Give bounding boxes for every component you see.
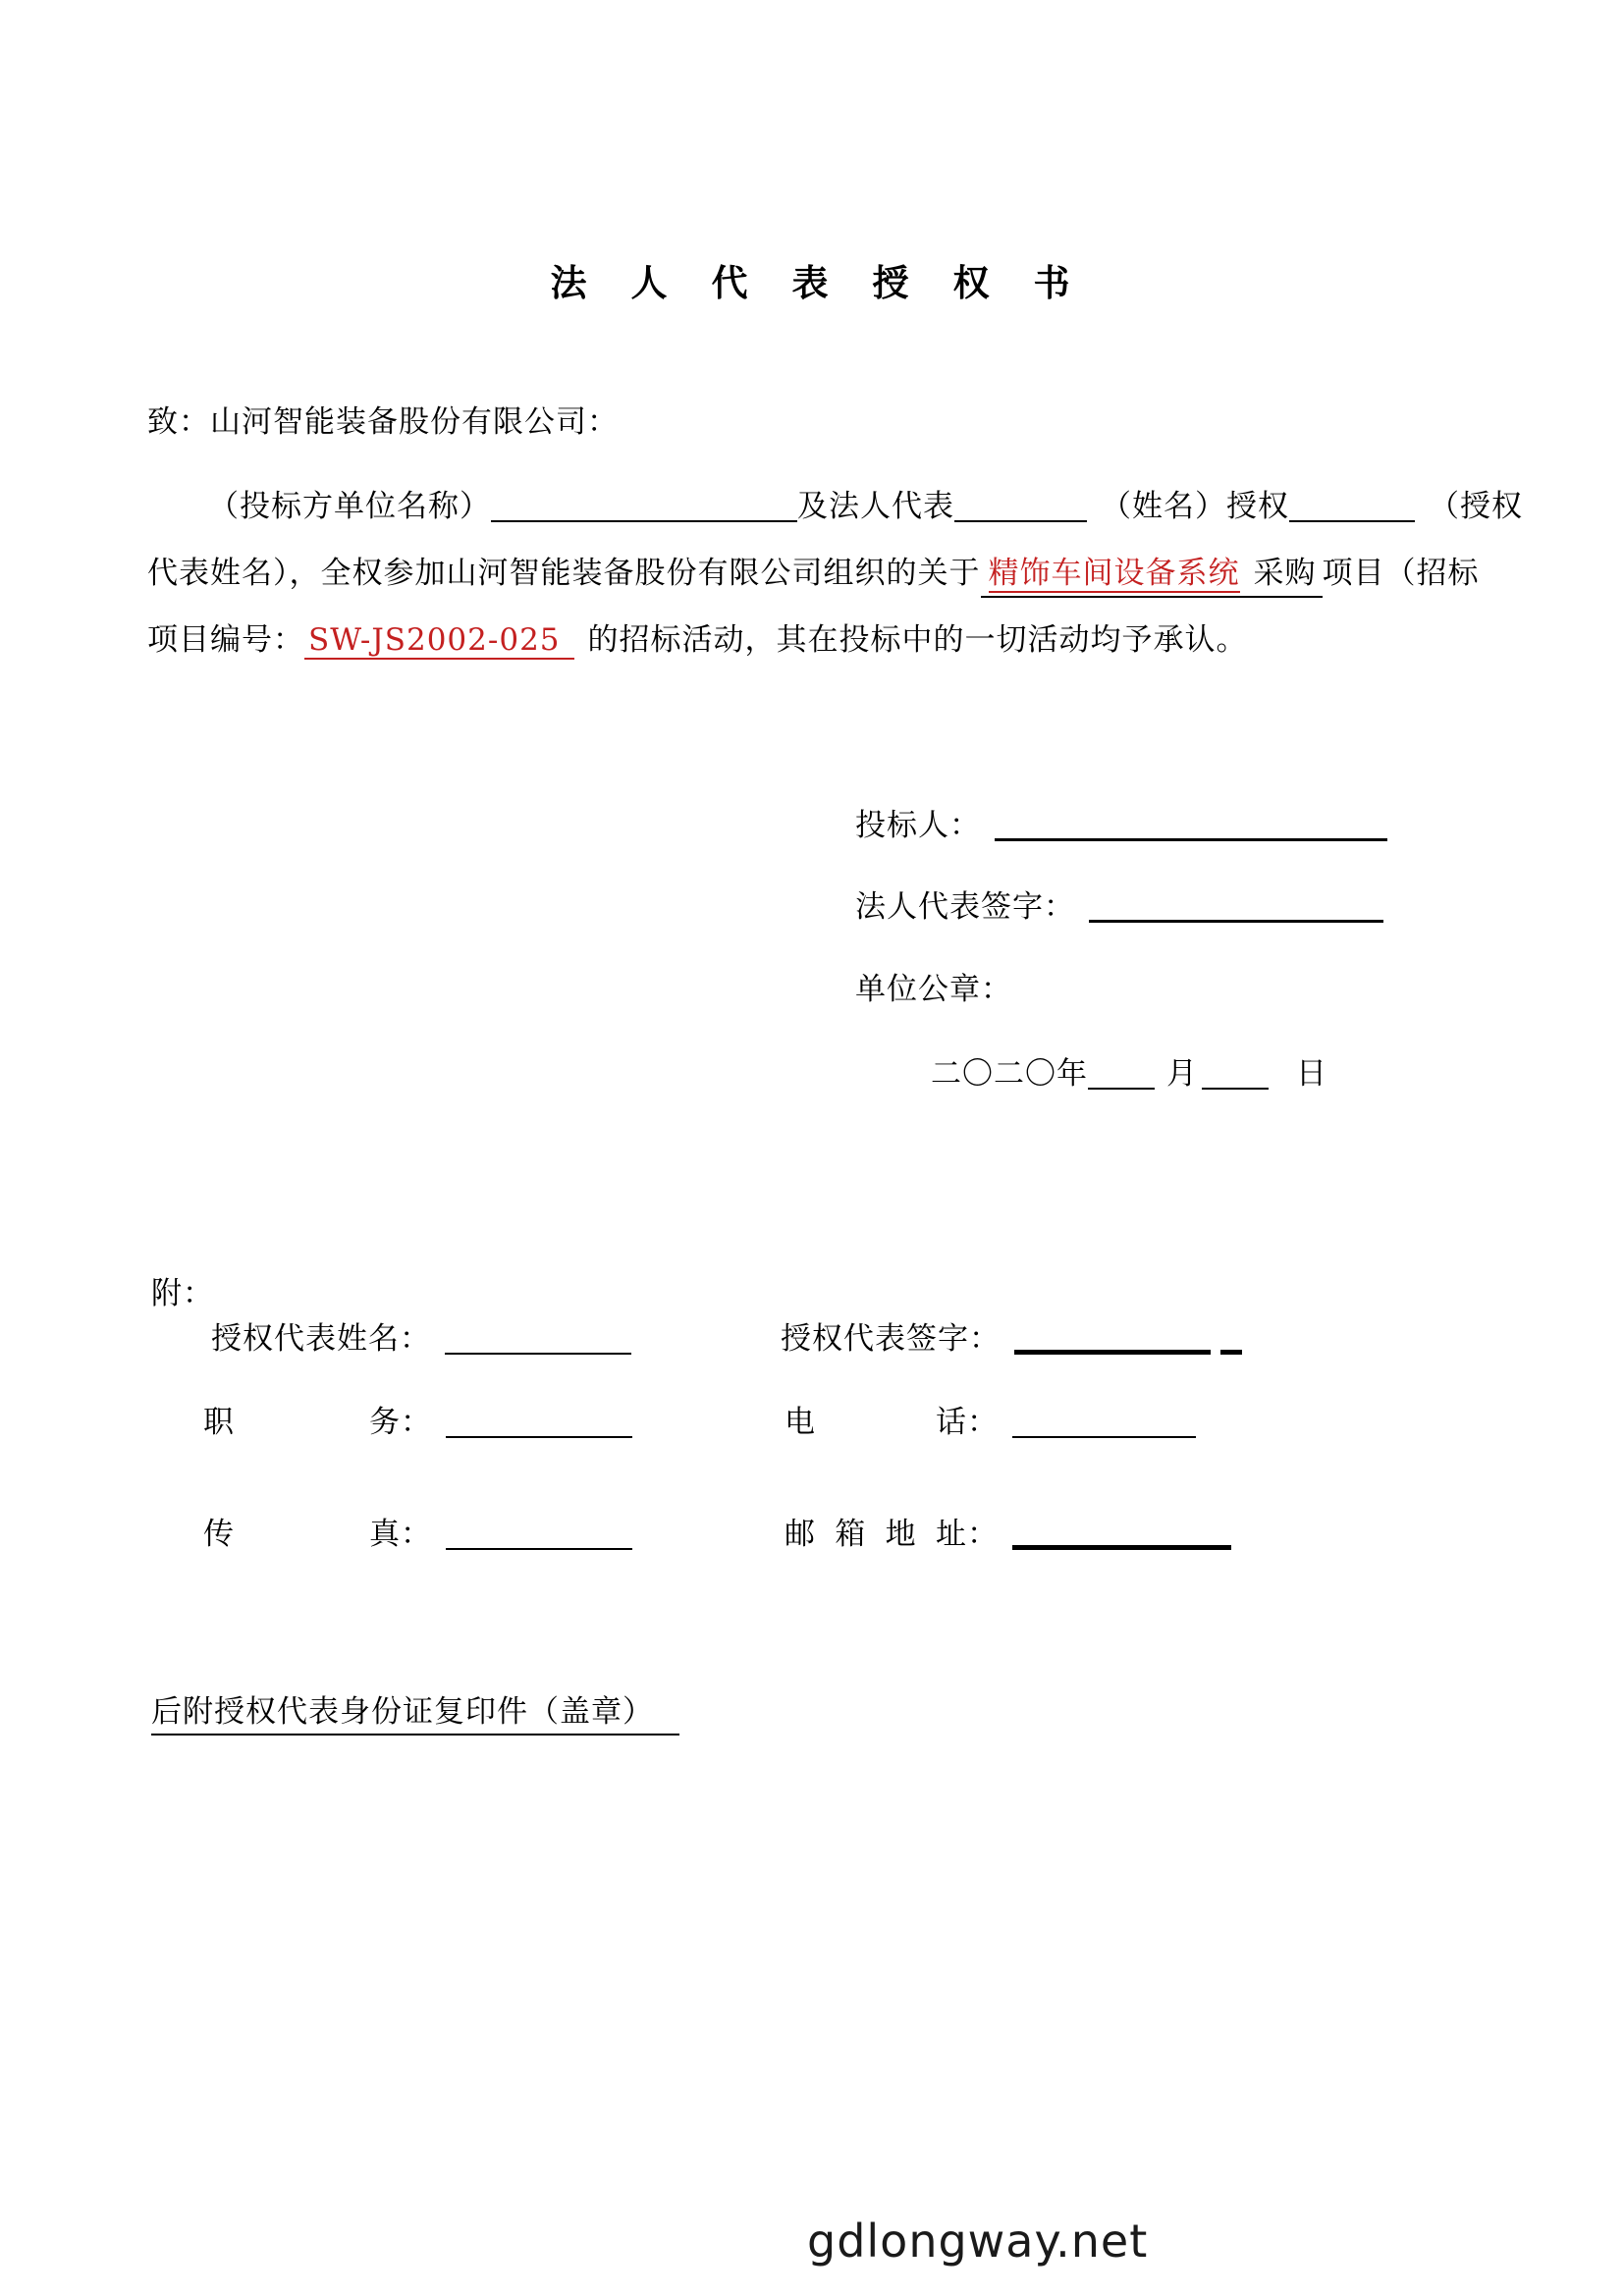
project-paren-text: 项目（招标 xyxy=(1322,556,1480,591)
bidder-unit-name-label: （投标方单位名称） xyxy=(208,489,491,524)
procurement-text: 采购 xyxy=(1253,556,1317,591)
phone-row xyxy=(785,1397,1196,1441)
email-row xyxy=(785,1509,1231,1553)
date-year-text: 二〇二〇年 xyxy=(931,1056,1088,1092)
date-line xyxy=(931,1048,1327,1093)
date-day-blank xyxy=(1202,1057,1269,1090)
bidder-blank xyxy=(995,808,1387,841)
document-title: 法 人 代 表 授 权 书 xyxy=(550,261,1074,304)
legal-rep-name-blank xyxy=(954,490,1087,522)
rep-signature-label: 授权代表签字： xyxy=(781,1321,1001,1357)
paragraph-line2-text: 代表姓名），全权参加山河智能装备股份有限公司组织的关于 xyxy=(147,556,981,591)
date-month-text: 月 xyxy=(1166,1056,1198,1092)
bidder-unit-name-blank xyxy=(491,490,797,522)
rep-name-label: 授权代表姓名： xyxy=(211,1321,431,1357)
company-seal-row xyxy=(855,964,1012,1008)
paragraph-line3-text: 的招标活动，其在投标中的一切活动均予承认。 xyxy=(587,622,1248,658)
authorized-rep-blank xyxy=(1289,490,1415,522)
project-name-blank xyxy=(981,556,1323,598)
rep-signature-blank xyxy=(1014,1319,1211,1355)
date-day-text: 日 xyxy=(1296,1056,1327,1092)
rep-signature-row xyxy=(781,1313,1242,1358)
project-name-red-text: 精饰车间设备系统 xyxy=(988,556,1240,591)
name-authorize-text: （姓名）授权 xyxy=(1101,489,1289,524)
job-title-blank xyxy=(446,1406,632,1438)
legal-rep-signature-label: 法人代表签字： xyxy=(855,889,1075,925)
project-code-red-text: SW-JS2002-025 xyxy=(304,622,574,660)
attachment-heading: 附： xyxy=(151,1276,214,1311)
phone-blank xyxy=(1012,1406,1196,1438)
idcard-note-row xyxy=(151,1686,679,1731)
rep-signature-blank-tail xyxy=(1220,1319,1242,1355)
site-watermark: gdlongway.net xyxy=(807,2215,1149,2268)
paragraph-line-2 xyxy=(147,548,1480,592)
email-label: 邮 箱 地 址： xyxy=(785,1517,999,1552)
job-title-label: 职 务： xyxy=(203,1405,432,1440)
fax-label: 传 真： xyxy=(203,1517,432,1552)
fax-blank xyxy=(446,1518,632,1550)
salutation-line: 致：山河智能装备股份有限公司： xyxy=(147,404,619,440)
legal-rep-signature-row xyxy=(855,881,1383,926)
rep-name-row xyxy=(211,1313,631,1358)
phone-label: 电 话： xyxy=(785,1405,999,1440)
paragraph-line-1 xyxy=(208,481,1523,525)
bidder-row xyxy=(855,800,1387,844)
idcard-note: 后附授权代表身份证复印件（盖章） xyxy=(151,1694,679,1735)
date-month-blank xyxy=(1088,1057,1155,1090)
and-legal-rep-text: 及法人代表 xyxy=(797,489,954,524)
email-blank xyxy=(1012,1515,1231,1550)
project-number-label: 项目编号： xyxy=(147,622,304,658)
job-title-row xyxy=(203,1397,632,1441)
company-seal-label: 单位公章： xyxy=(855,972,1012,1007)
authorized-paren-text: （授权 xyxy=(1429,489,1523,524)
legal-rep-signature-blank xyxy=(1089,889,1383,923)
fax-row xyxy=(203,1509,632,1553)
paragraph-line-3 xyxy=(147,614,1248,659)
bidder-label: 投标人： xyxy=(855,808,981,843)
rep-name-blank xyxy=(445,1322,631,1355)
